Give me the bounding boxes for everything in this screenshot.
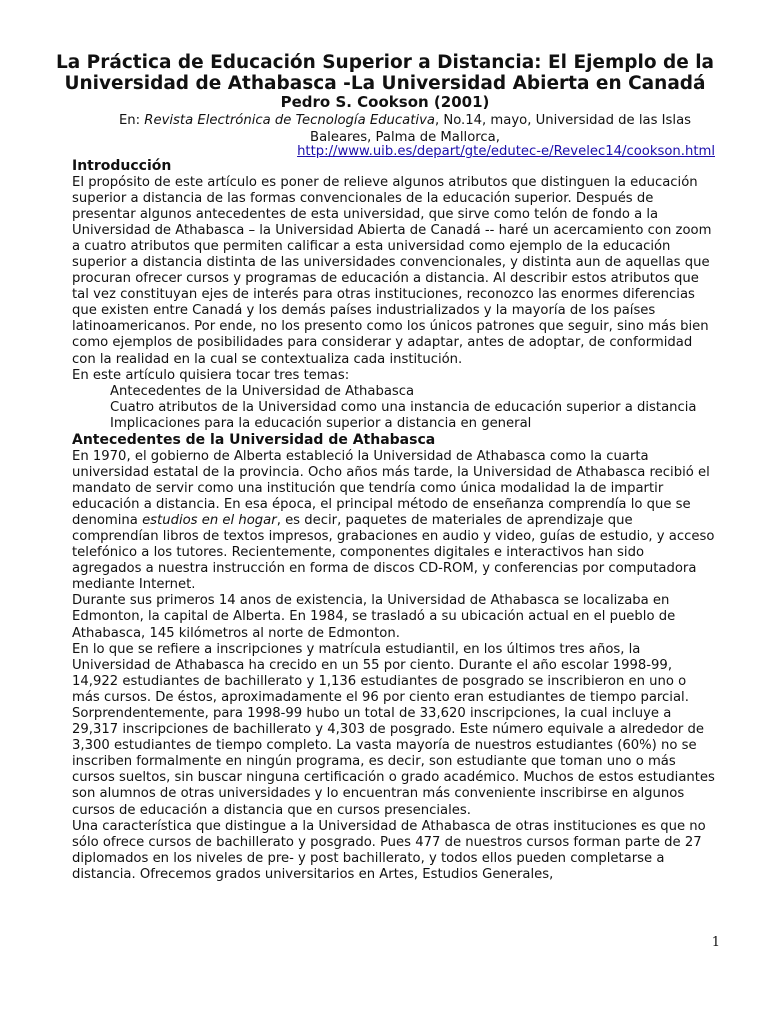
intro-paragraph-2: En este artículo quisiera tocar tres temas: — [72, 367, 350, 383]
background-paragraph-1-part-b: , es decir, paquetes de materiales de aprendizaje que comprendían libros de textos impresos, grabaciones en audio y video, guías de estudio, y acceso telefónico a los tutores. Recientemente, componentes digitales e interactivos han sido agregados a nuestra instrucción en forma de discos CD-ROM, y conferencias por computadora mediante Internet. — [72, 512, 715, 593]
list-item: Antecedentes de la Universidad de Athabasca — [110, 383, 415, 399]
source-prefix: En: — [118, 113, 145, 128]
list-item: Cuatro atributos de la Universidad como una instancia de educación superior a distancia — [110, 399, 697, 415]
topics-list — [72, 384, 717, 432]
background-paragraph-2: Durante sus primeros 14 anos de existencia, la Universidad de Athabasca se localizaba en Edmonton, la capital de Alberta. En 1984, se trasladó a su ubicación actual en el pueblo de Athabasca, 145 kilómetros al norte de Edmonton. — [72, 593, 676, 641]
intro-heading: Introducción — [72, 158, 172, 174]
author-line: Pedro S. Cookson (2001) — [280, 93, 490, 111]
title-line-2: Universidad de Athabasca -La Universidad Abierta en Canadá — [64, 73, 706, 94]
source-details: , No.14, mayo, Universidad de las Islas Baleares, Palma de Mallorca, — [310, 113, 692, 145]
intro-paragraph-1: El propósito de este artículo es poner de relieve algunos atributos que distinguen la educación superior a distancia de las formas convencionales de la educación superior. Después de presentar algunos antecedentes de esta universidad, que sirve como telón de fondo a la Universidad de Athabasca – la Universidad Abierta de Canadá -- haré un acercamiento con zoom a cuatro atributos que permiten calificar a esta universidad como ejemplo de la educación superior a distancia distinta de las universidades convencionales, y distinta aun de aquellas que procuran ofrecer cursos y programas de educación a distancia. Al describir estos atributos que tal vez constituyan ejes de interés para otras instituciones, reconozco las enormes diferencias que existen entre Canadá y los demás países industrializados y la mayoría de los países latinoamericanos. Por ende, no los presento como los únicos patrones que seguir, sino más bien como ejemplos de posibilidades para considerar y adaptar, antes de adoptar, de conformidad con la realidad en la cual se contextualiza cada institución. — [72, 174, 712, 367]
background-paragraph-4: Una característica que distingue a la Universidad de Athabasca de otras instituciones es que no sólo ofrece cursos de bachillerato y posgrado. Pues 477 de nuestros cursos forman parte de 27 diplomados en los niveles de pre- y post bachillerato, y todos ellos pueden completarse a distancia. Ofrecemos grados universitarios en Artes, Estudios Generales, — [72, 818, 706, 882]
background-paragraph-1-part-a: En 1970, el gobierno de Alberta estableció la Universidad de Athabasca como la cuarta universidad estatal de la provincia. Ocho años más tarde, la Universidad de Athabasca recibió el mandato de servir como una institución que tendría como única modalidad la de impartir educación a distancia. En esa época, el principal método de enseñanza comprendía lo que se denomina — [72, 448, 710, 528]
source-citation — [110, 112, 700, 146]
list-item: Implicaciones para la educación superior a distancia en general — [110, 415, 532, 431]
page-number: 1 — [711, 935, 720, 950]
source-url-link[interactable]: http://www.uib.es/depart/gte/edutec-e/Revelec14/cookson.html — [297, 144, 715, 159]
journal-name: Revista Electrónica de Tecnología Educativa — [144, 113, 435, 128]
article-title — [40, 52, 730, 94]
background-paragraph-3: En lo que se refiere a inscripciones y matrícula estudiantil, en los últimos tres años, la Universidad de Athabasca ha crecido en un 55 por ciento. Durante el año escolar 1998-99, 14,922 estudiantes de bachillerato y 1,136 estudiantes de posgrado se inscribieron en uno o más cursos. De éstos, aproximadamente el 96 por ciento eran estudiantes de tiempo parcial. Sorprendentemente, para 1998-99 hubo un total de 33,620 inscripciones, la cual incluye a 29,317 inscripciones de bachillerato y 4,303 de posgrado. Este número equivale a alrededor de 3,300 estudiantes de tiempo completo. La vasta mayoría de nuestros estudiantes (60%) no se inscriben formalmente en ningún programa, es decir, son estudiante que toman uno o más cursos sueltos, sin buscar ninguna certificación o grado académico. Muchos de estos estudiantes son alumnos de otras universidades y lo encuentran más conveniente inscribirse en algunos cursos de educación a distancia que en cursos presenciales. — [72, 641, 715, 818]
background-heading: Antecedentes de la Universidad de Athabasca — [72, 432, 436, 448]
title-line-1: La Práctica de Educación Superior a Distancia: El Ejemplo de la — [55, 52, 715, 73]
background-paragraph-1-emphasis: estudios en el hogar — [142, 512, 277, 528]
article-body — [72, 158, 717, 883]
background-paragraph-1 — [72, 449, 717, 594]
